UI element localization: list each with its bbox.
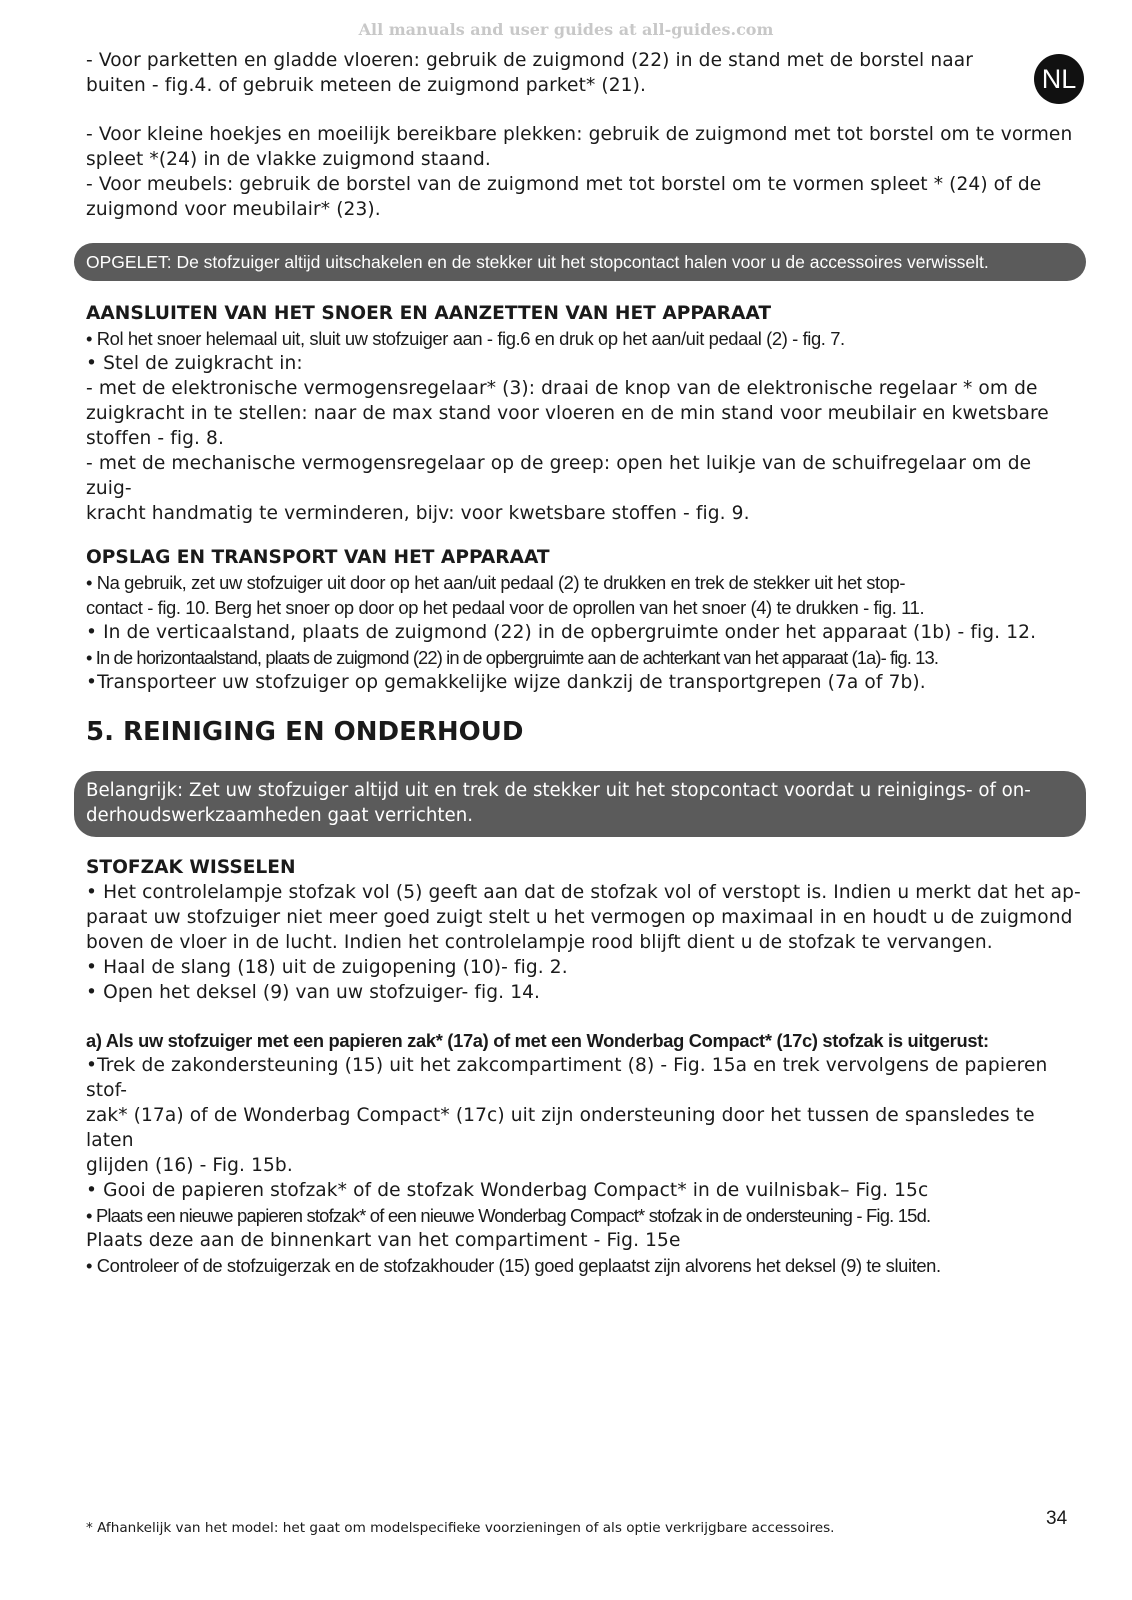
section-body-storage (86, 570, 1082, 695)
watermark-text: All manuals and user guides at all-guides.com (358, 20, 774, 39)
text-line: • In de verticaalstand, plaats de zuigmond (22) in de opbergruimte onder het apparaat (1b) - fig. 12. (86, 622, 1037, 643)
text-line: - Voor meubels: gebruik de borstel van de zuigmond met tot borstel om te vormen spleet * (24) of de (86, 174, 1042, 195)
text-line: • Het controlelampje stofzak vol (5) geeft aan dat de stofzak vol of verstopt is. Indien u merkt dat het ap- (86, 882, 1081, 903)
text-line: zuigmond voor meubilair* (23). (86, 199, 381, 220)
intro-corners (86, 122, 1082, 172)
text-line: glijden (16) - Fig. 15b. (86, 1155, 293, 1176)
text-line: - Voor parketten en gladde vloeren: gebruik de zuigmond (22) in de stand met de borstel naar (86, 50, 973, 71)
text-line: • Open het deksel (9) van uw stofzuiger- fig. 14. (86, 982, 541, 1003)
page-number: 34 (1046, 1508, 1068, 1529)
text-line: Plaats deze aan de binnenkart van het compartiment - Fig. 15e (86, 1230, 681, 1251)
page-content (86, 48, 1082, 1278)
text-line: • In de horizontaalstand, plaats de zuigmond (22) in de opbergruimte aan de achterkant van het apparaat (1a)- fig. 13. (86, 647, 939, 668)
text-line: boven de vloer in de lucht. Indien het controlelampje rood blijft dient u de stofzak te vervangen. (86, 932, 993, 953)
text-line: paraat uw stofzuiger niet meer goed zuigt stelt u het vermogen op maximaal in en houdt u de zuigmond (86, 907, 1073, 928)
text-line: spleet *(24) in de vlakke zuigmond staand. (86, 149, 491, 170)
text-line: zuigkracht in te stellen: naar de max stand voor vloeren en de min stand voor meubilair en kwetsbare (86, 403, 1049, 424)
text-line: • Plaats een nieuwe papieren stofzak* of een nieuwe Wonderbag Compact* stofzak in de ondersteuning - Fig. 15d. (86, 1205, 931, 1226)
chapter-title: 5. REINIGING EN ONDERHOUD (86, 717, 524, 747)
text-line: buiten - fig.4. of gebruik meteen de zuigmond parket* (21). (86, 75, 646, 96)
text-line: kracht handmatig te verminderen, bijv: voor kwetsbare stoffen - fig. 9. (86, 503, 750, 524)
footnote: * Afhankelijk van het model: het gaat om modelspecifieke voorzieningen of als optie verkrijgbare accessoires. (86, 1520, 835, 1536)
section-title-connect: AANSLUITEN VAN HET SNOER EN AANZETTEN VAN HET APPARAAT (86, 303, 772, 324)
section-title-bag: STOFZAK WISSELEN (86, 857, 296, 878)
text-line: • Na gebruik, zet uw stofzuiger uit door op het aan/uit pedaal (2) te drukken en trek de stekker uit het stop- (86, 572, 906, 593)
text-line: • Controleer of de stofzuigerzak en de stofzakhouder (15) goed geplaatst zijn alvorens het deksel (9) te sluiten. (86, 1255, 941, 1276)
section-body-paper-bag (86, 1053, 1082, 1278)
text-line: • Stel de zuigkracht in: (86, 353, 303, 374)
text-line: - met de mechanische vermogensregelaar op de greep: open het luikje van de schuifregelaar om de zuig- (86, 453, 1032, 499)
text-line: zak* (17a) of de Wonderbag Compact* (17c) uit zijn ondersteuning door het tussen de spansledes te laten (86, 1105, 1035, 1151)
intro-parquet (86, 48, 1082, 98)
text-line: • Rol het snoer helemaal uit, sluit uw stofzuiger aan - fig.6 en druk op het aan/uit pedaal (2) - fig. 7. (86, 328, 845, 349)
text-line: • Gooi de papieren stofzak* of de stofzak Wonderbag Compact* in de vuilnisbak– Fig. 15c (86, 1180, 929, 1201)
section-title-storage: OPSLAG EN TRANSPORT VAN HET APPARAAT (86, 547, 550, 568)
section-body-bag (86, 880, 1082, 1005)
important-banner (74, 771, 1086, 837)
text-line: •Trek de zakondersteuning (15) uit het zakcompartiment (8) - Fig. 15a en trek vervolgens de papieren stof- (86, 1055, 1048, 1101)
text-line: stoffen - fig. 8. (86, 428, 224, 449)
banner-line: Belangrijk: Zet uw stofzuiger altijd uit en trek de stekker uit het stopcontact voordat u reinigings- of on- (86, 780, 1031, 801)
text-line: contact - fig. 10. Berg het snoer op door op het pedaal voor de oprollen van het snoer (4) te drukken - fig. 11. (86, 597, 925, 618)
language-badge: NL (1034, 54, 1084, 104)
text-line: - Voor kleine hoekjes en moeilijk bereikbare plekken: gebruik de zuigmond met tot borstel om te vormen (86, 124, 1073, 145)
section-subtitle-paper-bag: a) Als uw stofzuiger met een papieren zak* (17a) of met een Wonderbag Compact* (17c) stofzak is uitgerust: (86, 1030, 989, 1051)
text-line: - met de elektronische vermogensregelaar* (3): draai de knop van de elektronische regelaar * om de (86, 378, 1038, 399)
section-body-connect (86, 326, 1082, 526)
intro-furniture (86, 172, 1082, 222)
banner-line: derhoudswerkzaamheden gaat verrichten. (86, 805, 474, 826)
text-line: • Haal de slang (18) uit de zuigopening (10)- fig. 2. (86, 957, 568, 978)
text-line: •Transporteer uw stofzuiger op gemakkelijke wijze dankzij de transportgrepen (7a of 7b). (86, 672, 926, 693)
warning-banner: OPGELET: De stofzuiger altijd uitschakelen en de stekker uit het stopcontact halen voor u de accessoires verwisselt. (74, 243, 1086, 281)
